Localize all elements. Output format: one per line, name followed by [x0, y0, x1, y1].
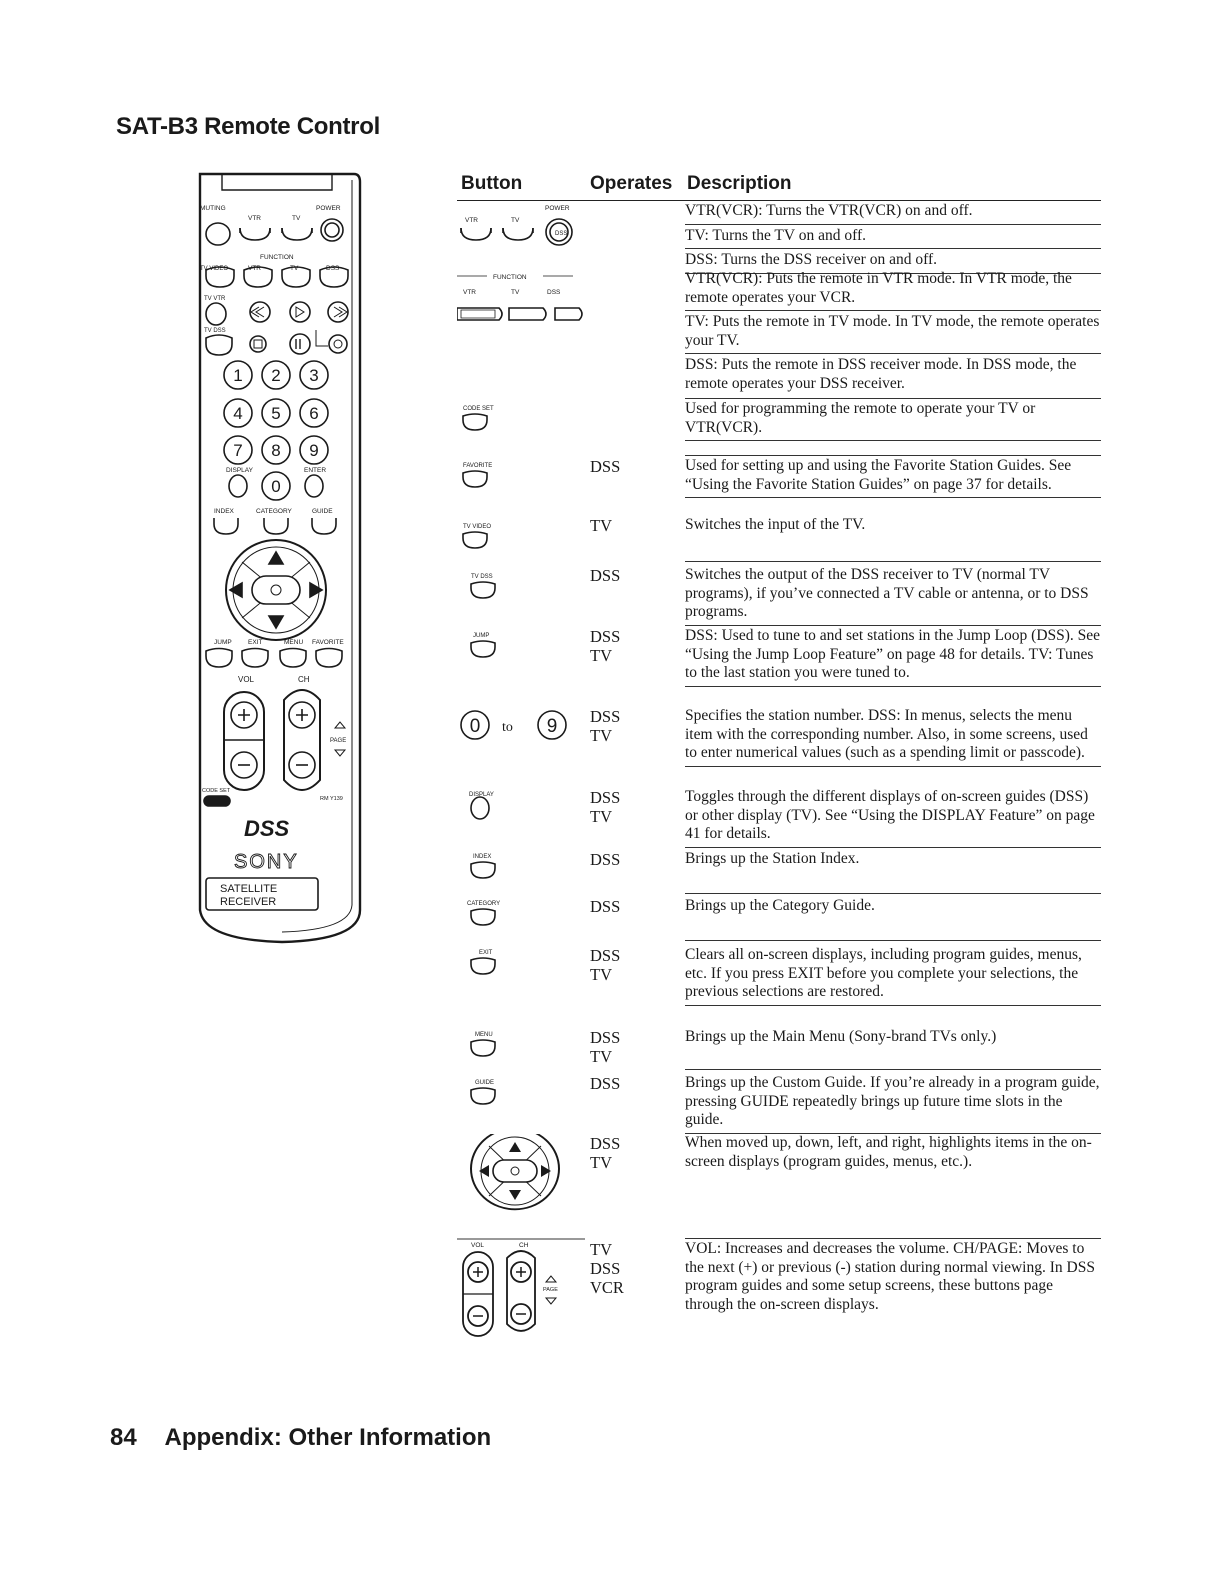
operates-value: DSS [590, 1028, 621, 1047]
column-header-operates: Operates [590, 173, 673, 194]
btn-label-tv: TV [511, 289, 520, 296]
sony-logo: SONY [234, 851, 299, 873]
column-header-description: Description [687, 173, 792, 194]
dss-logo: DSS [244, 816, 290, 841]
btn-label-vtr: VTR [465, 217, 478, 224]
btn-label-dss: DSS [555, 231, 568, 237]
digit-0-icon: 0 [469, 716, 481, 737]
page-number: 84 [110, 1424, 137, 1451]
remote-digit-9: 9 [309, 441, 319, 460]
page-footer [110, 1424, 491, 1452]
operates-value: DSS [590, 1134, 621, 1153]
remote-control-illustration [192, 170, 372, 950]
description-line: Brings up the Category Guide. [685, 897, 1101, 941]
btn-label-menu: MENU [475, 1032, 493, 1038]
remote-label-guide: GUIDE [312, 508, 333, 515]
number-keys-icon [457, 707, 587, 747]
operates-value: TV [590, 1240, 612, 1259]
btn-label-function: FUNCTION [493, 274, 527, 281]
tv-video-button-icon [457, 516, 587, 556]
function-buttons-icon [457, 270, 587, 330]
description-line: Toggles through the different displays of on-screen guides (DSS) or other display (TV). See “Using the DISPLAY Feature” on page 41 for details. [685, 788, 1101, 848]
btn-label-code-set: CODE SET [463, 406, 494, 412]
operates-value: TV [590, 1153, 612, 1172]
row-description [685, 516, 1101, 564]
badge-receiver: RECEIVER [220, 896, 277, 908]
description-line: Switches the input of the TV. [685, 516, 1101, 562]
remote-label-power: POWER [316, 205, 341, 212]
btn-label-power: POWER [545, 205, 570, 212]
to-label: to [502, 720, 513, 735]
btn-label-vtr: VTR [463, 289, 476, 296]
digit-9-icon: 9 [546, 716, 558, 737]
row-description [685, 1134, 1101, 1176]
btn-label-display: DISPLAY [469, 792, 494, 798]
remote-digit-0: 0 [271, 477, 281, 496]
description-line: Used for setting up and using the Favorite Station Guides. See “Using the Favorite Station Guides” on page 37 for details. [685, 457, 1101, 498]
remote-label-function: FUNCTION [260, 254, 294, 261]
remote-label-category: CATEGORY [256, 508, 292, 515]
power-buttons-icon [457, 202, 587, 250]
operates-value: TV [590, 1047, 612, 1066]
remote-label-enter: ENTER [304, 467, 327, 474]
remote-label-display: DISPLAY [226, 467, 253, 474]
description-line: DSS: Turns the DSS receiver on and off. [685, 251, 1101, 274]
remote-digit-2: 2 [271, 366, 281, 385]
operates-value: TV [590, 646, 612, 665]
operates-value: VCR [590, 1278, 624, 1297]
row-operates [590, 707, 620, 745]
footer-section-title: Appendix: Other Information [164, 1424, 492, 1451]
vol-ch-buttons-icon [457, 1238, 587, 1338]
description-line: DSS: Puts the remote in DSS receiver mode. In DSS mode, the remote operates your DSS receiver. [685, 356, 1077, 392]
remote-label-tv-video: TV VIDEO [200, 266, 229, 272]
row-description [685, 946, 1101, 1008]
favorite-button-icon [457, 455, 587, 495]
btn-label-tv-dss: TV DSS [471, 574, 493, 580]
row-operates [590, 1028, 620, 1066]
operates-value: DSS [590, 1259, 621, 1278]
column-header-button: Button [461, 173, 523, 194]
row-operates [590, 850, 620, 869]
btn-label-dss: DSS [547, 289, 561, 296]
remote-digit-6: 6 [309, 404, 319, 423]
operates-value: DSS [590, 946, 621, 965]
description-line: When moved up, down, left, and right, highlights items in the on-screen displays (program guides, menus, etc.). [685, 1134, 1092, 1170]
row-operates [590, 566, 620, 585]
description-line: Used for programming the remote to operate your TV or VTR(VCR). [685, 400, 1101, 441]
row-operates [590, 897, 620, 916]
btn-label-tv-video: TV VIDEO [463, 524, 492, 530]
operates-value: DSS [590, 897, 621, 916]
row-description [685, 202, 1101, 276]
description-line: VOL: Increases and decreases the volume. CH/PAGE: Moves to the next (+) or previous (-) station during normal viewing. In DSS program guides and some setup screens, these buttons page through the on-screen displays. [685, 1240, 1095, 1313]
row-description [685, 627, 1101, 689]
jump-button-icon [457, 627, 587, 667]
btn-label-category: CATEGORY [467, 901, 501, 907]
operates-value: DSS [590, 1074, 621, 1093]
page-title: SAT-B3 Remote Control [116, 113, 380, 140]
btn-label-tv: TV [511, 217, 520, 224]
row-operates [590, 788, 620, 826]
remote-label-menu: MENU [284, 639, 304, 646]
row-operates [590, 1074, 620, 1093]
row-description [685, 850, 1101, 896]
row-description [685, 455, 1101, 500]
remote-digit-7: 7 [233, 441, 243, 460]
operates-value: TV [590, 516, 612, 535]
code-set-button-icon [457, 398, 587, 438]
operates-value: TV [590, 726, 612, 745]
description-line: VTR(VCR): Turns the VTR(VCR) on and off. [685, 202, 1101, 225]
description-line: TV: Puts the remote in TV mode. In TV mode, the remote operates your TV. [685, 313, 1101, 354]
remote-digit-1: 1 [233, 366, 243, 385]
remote-model-number: RM Y139 [320, 796, 343, 802]
remote-label-tv-vtr: TV VTR [204, 296, 226, 302]
operates-value: DSS [590, 788, 621, 807]
remote-label-muting: MUTING [200, 205, 226, 212]
btn-label-page: PAGE [543, 1287, 558, 1293]
remote-label-exit: EXIT [248, 639, 263, 646]
description-line: DSS: Used to tune to and set stations in the Jump Loop (DSS). See “Using the Jump Loop Feature” on page 48 for details. TV: Tunes to the last station you were tuned to. [685, 627, 1101, 687]
description-line: Brings up the Main Menu (Sony-brand TVs only.) [685, 1028, 1101, 1070]
row-operates [590, 1134, 620, 1172]
description-line: Brings up the Station Index. [685, 850, 1101, 894]
btn-label-favorite: FAVORITE [463, 463, 493, 469]
btn-label-guide: GUIDE [475, 1080, 495, 1086]
remote-digit-8: 8 [271, 441, 281, 460]
row-description [685, 1028, 1101, 1072]
operates-value: DSS [590, 627, 621, 646]
row-operates [590, 1240, 624, 1297]
description-line: Switches the output of the DSS receiver to TV (normal TV programs), if you’ve connected a TV cable or antenna, or to DSS programs. [685, 566, 1101, 626]
remote-label-ch: CH [298, 675, 310, 684]
btn-label-ch: CH [519, 1242, 529, 1249]
btn-label-vol: VOL [471, 1242, 485, 1249]
menu-button-icon [457, 1028, 587, 1068]
remote-label-jump: JUMP [214, 639, 232, 646]
row-description [685, 1074, 1101, 1136]
exit-button-icon [457, 946, 587, 986]
description-line: TV: Turns the TV on and off. [685, 227, 1101, 250]
operates-value: DSS [590, 566, 621, 585]
description-line: Clears all on-screen displays, including program guides, menus, etc. If you press EXIT before you complete your selections, the previous selections are restored. [685, 946, 1101, 1006]
guide-button-icon [457, 1074, 587, 1114]
remote-label-tv-dss: TV DSS [204, 328, 226, 334]
btn-label-jump: JUMP [473, 633, 490, 639]
joystick-icon [457, 1134, 587, 1214]
remote-label-function-vtr: VTR [248, 265, 261, 272]
remote-label-favorite: FAVORITE [312, 639, 344, 646]
description-line: Brings up the Custom Guide. If you’re already in a program guide, pressing GUIDE repeatedly brings up future time slots in the guide. [685, 1074, 1101, 1134]
row-description [685, 1238, 1101, 1319]
remote-label-index: INDEX [214, 508, 234, 515]
remote-label-code-set: CODE SET [202, 788, 231, 794]
operates-value: TV [590, 807, 612, 826]
row-operates [590, 516, 612, 535]
display-button-icon [457, 788, 587, 828]
remote-label-function-tv: TV [290, 265, 299, 272]
remote-label-vtr: VTR [248, 215, 261, 222]
operates-value: DSS [590, 707, 621, 726]
row-description [685, 270, 1101, 398]
btn-label-exit: EXIT [479, 950, 493, 956]
category-button-icon [457, 897, 587, 937]
remote-digit-3: 3 [309, 366, 319, 385]
description-line: Specifies the station number. DSS: In menus, selects the menu item with the corresponding number. Also, in some screens, used to enter numerical values (such as a spending limit or passcode). [685, 707, 1101, 767]
row-description [685, 897, 1101, 943]
operates-value: DSS [590, 457, 621, 476]
row-description [685, 788, 1101, 850]
operates-value: TV [590, 965, 612, 984]
table-header [457, 172, 1101, 201]
badge-satellite: SATELLITE [220, 883, 278, 895]
operates-value: DSS [590, 850, 621, 869]
row-description [685, 707, 1101, 769]
index-button-icon [457, 850, 587, 890]
btn-label-index: INDEX [473, 854, 492, 860]
row-description [685, 398, 1101, 443]
remote-label-vol: VOL [238, 675, 255, 684]
row-operates [590, 457, 620, 476]
remote-digit-5: 5 [271, 404, 281, 423]
description-line: VTR(VCR): Puts the remote in VTR mode. In VTR mode, the remote operates your VCR. [685, 270, 1101, 311]
tv-dss-button-icon [457, 566, 587, 606]
remote-label-page: PAGE [330, 738, 347, 744]
row-operates [590, 946, 620, 984]
remote-label-tv: TV [292, 215, 301, 222]
row-operates [590, 627, 620, 665]
remote-digit-4: 4 [233, 404, 243, 423]
remote-label-function-dss: DSS [326, 265, 340, 272]
row-description [685, 566, 1101, 628]
